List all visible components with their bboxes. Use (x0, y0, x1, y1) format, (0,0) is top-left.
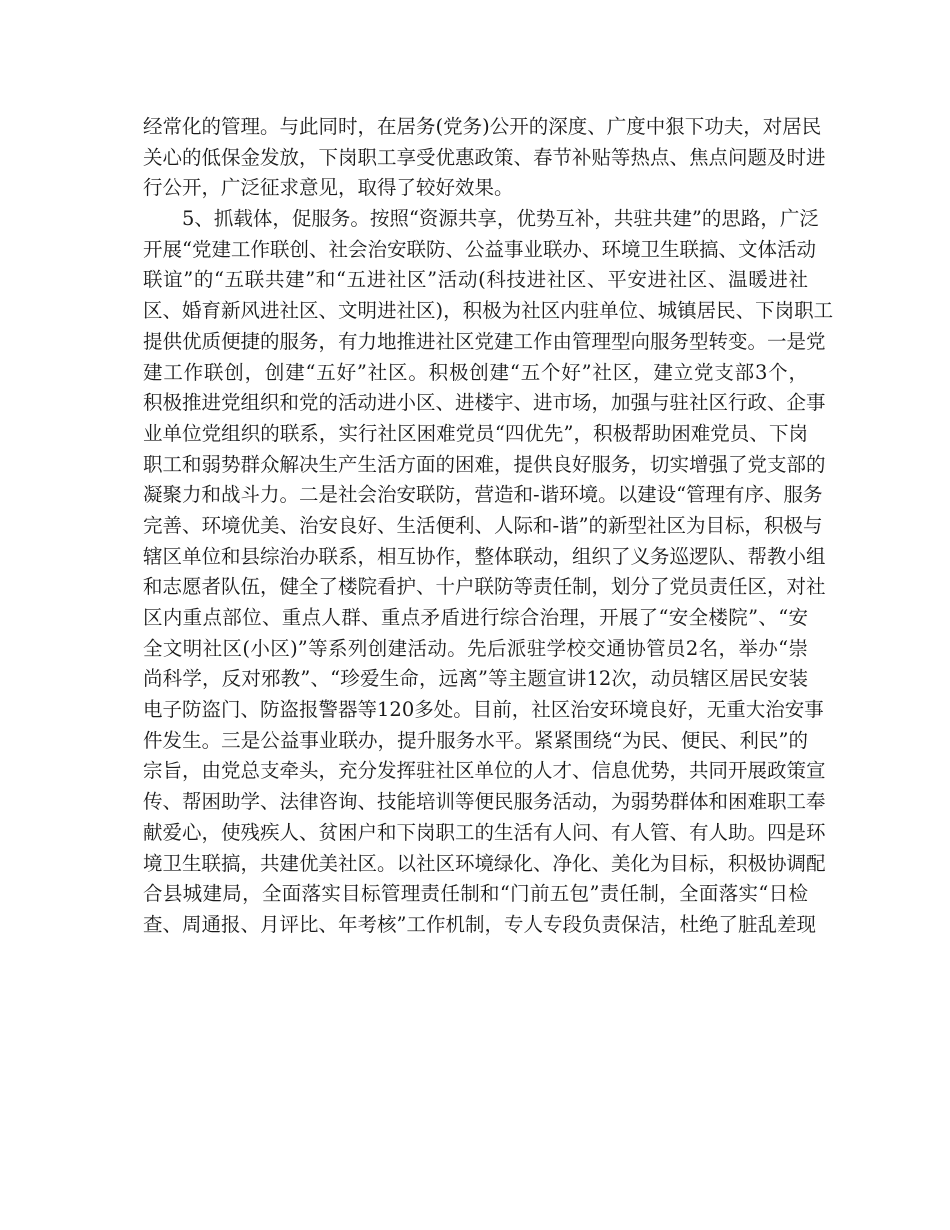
text-line: 积极推进党组织和党的活动进小区、进楼宇、进市场，加强与驻社区行政、企事 (143, 391, 826, 415)
text-line: 辖区单位和县综治办联系，相互协作，整体联动，组织了义务巡逻队、帮教小组 (143, 544, 826, 568)
text-line: 开展“党建工作联创、社会治安联防、公益事业联办、环境卫生联搞、文体活动 (143, 237, 816, 261)
text-line: 全文明社区(小区)”等系列创建活动。先后派驻学校交通协管员2名，举办“崇 (143, 636, 808, 660)
text-line: 凝聚力和战斗力。二是社会治安联防，营造和-谐环境。以建设“管理有序、服务 (143, 483, 823, 507)
text-line: 区、婚育新风进社区、文明进社区)，积极为社区内驻单位、城镇居民、下岗职工 (143, 299, 834, 323)
text-line: 5、抓载体，促服务。按照“资源共享，优势互补，共驻共建”的思路，广泛 (182, 207, 819, 231)
text-line: 业单位党组织的联系，实行社区困难党员“四优先”，积极帮助困难党员、下岗 (143, 421, 808, 445)
body-text (143, 112, 834, 941)
text-line: 提供优质便捷的服务，有力地推进社区党建工作由管理型向服务型转变。一是党 (143, 329, 826, 353)
text-line: 和志愿者队伍，健全了楼院看护、十户联防等责任制，划分了党员责任区，对社 (143, 575, 826, 599)
text-line: 尚科学，反对邪教”、“珍爱生命，远离”等主题宣讲12次，动员辖区居民安装 (143, 667, 808, 691)
text-line: 电子防盗门、防盗报警器等120多处。目前，社区治安环境良好，无重大治安事 (143, 698, 824, 722)
text-line: 关心的低保金发放，下岗职工享受优惠政策、春节补贴等热点、焦点问题及时进 (143, 145, 826, 169)
text-line: 行公开，广泛征求意见，取得了较好效果。 (143, 176, 514, 200)
text-line: 职工和弱势群众解决生产生活方面的困难，提供良好服务，切实增强了党支部的 (143, 452, 826, 476)
text-line: 完善、环境优美、治安良好、生活便利、人际和-谐”的新型社区为目标，积极与 (143, 513, 823, 537)
text-line: 联谊”的“五联共建”和“五进社区”活动(科技进社区、平安进社区、温暖进社 (143, 268, 808, 292)
text-line: 区内重点部位、重点人群、重点矛盾进行综合治理，开展了“安全楼院”、“安 (143, 606, 808, 629)
text-line: 合县城建局，全面落实目标管理责任制和“门前五包”责任制，全面落实“日检 (143, 882, 808, 906)
text-line: 件发生。三是公益事业联办，提升服务水平。紧紧围绕“为民、便民、利民”的 (143, 728, 808, 752)
text-line: 经常化的管理。与此同时，在居务(党务)公开的深度、广度中狠下功夫，对居民 (143, 115, 822, 138)
text-line: 境卫生联搞，共建优美社区。以社区环境绿化、净化、美化为目标，积极协调配 (143, 851, 826, 875)
text-line: 建工作联创，创建“五好”社区。积极创建“五个好”社区，建立党支部3个， (143, 360, 808, 384)
text-line: 献爱心，使残疾人、贫困户和下岗职工的生活有人问、有人管、有人助。四是环 (143, 820, 826, 844)
text-line: 查、周通报、月评比、年考核”工作机制，专人专段负责保洁，杜绝了脏乱差现 (143, 912, 816, 936)
text-line: 传、帮困助学、法律咨询、技能培训等便民服务活动，为弱势群体和困难职工奉 (143, 790, 826, 814)
text-line: 宗旨，由党总支牵头，充分发挥驻社区单位的人才、信息优势，共同开展政策宣 (143, 759, 826, 783)
